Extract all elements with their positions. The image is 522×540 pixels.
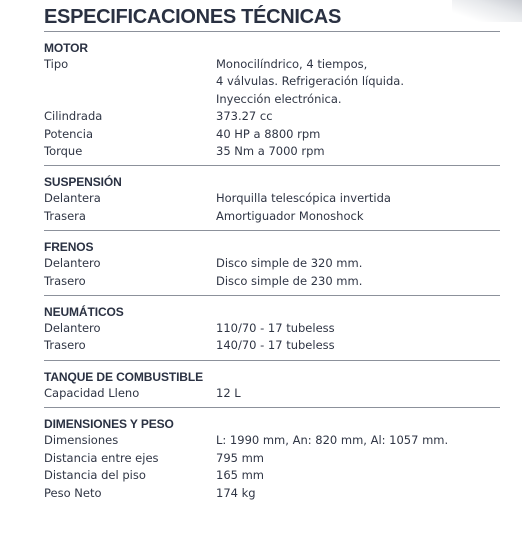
spec-sections [44,32,500,507]
spec-value [216,432,500,449]
spec-row [44,385,500,402]
spec-value-line: 795 mm [216,450,265,465]
spec-row [44,337,500,354]
spec-value-line: Horquilla telescópica invertida [216,191,391,206]
spec-value-line: Inyección electrónica. [216,91,342,106]
spec-value [216,255,500,272]
spec-value [216,273,500,290]
spec-label: Dimensiones [44,433,119,448]
spec-value-line: 12 L [216,385,241,400]
spec-row [44,320,500,337]
spec-section [44,32,500,166]
spec-row [44,432,500,449]
spec-label: Tipo [44,57,69,71]
section-title: DIMENSIONES Y PESO [44,417,174,432]
section-title: TANQUE DE COMBUSTIBLE [44,369,204,384]
spec-value [216,320,500,337]
spec-label: Torque [44,144,83,159]
spec-label: Trasero [44,338,86,353]
spec-row [44,273,500,290]
spec-section [44,231,500,296]
spec-label: Cilindrada [44,109,103,124]
spec-value [216,190,500,207]
spec-value-line: 40 HP a 8800 rpm [216,126,321,141]
page-title: ESPECIFICACIONES TÉCNICAS [44,0,500,32]
section-title: SUSPENSIÓN [44,175,122,190]
spec-label: Distancia del piso [44,468,146,483]
section-title: NEUMÁTICOS [44,305,124,320]
spec-label: Distancia entre ejes [44,450,159,465]
spec-value-line: Monocilíndrico, 4 tiempos, [216,57,368,71]
spec-section [44,408,500,507]
spec-value [216,450,500,467]
spec-value-line: 373.27 cc [216,109,273,124]
spec-label: Trasera [44,208,86,223]
spec-value [216,485,500,502]
spec-sheet [44,0,500,507]
spec-label: Potencia [44,126,93,141]
spec-value [216,56,500,108]
spec-row [44,255,500,272]
spec-value-line: 35 Nm a 7000 rpm [216,144,325,159]
spec-row [44,108,500,125]
section-title: FRENOS [44,240,94,255]
spec-value-line: Disco simple de 230 mm. [216,273,363,288]
spec-section [44,361,500,408]
spec-value-line: 4 válvulas. Refrigeración líquida. [216,74,405,89]
spec-value-line: 165 mm [216,468,265,483]
spec-value [216,143,500,160]
section-title: MOTOR [44,41,88,55]
spec-value-line: 110/70 - 17 tubeless [216,321,335,336]
spec-row [44,208,500,225]
spec-row [44,190,500,207]
spec-row [44,126,500,143]
spec-value [216,467,500,484]
spec-label: Capacidad Lleno [44,385,140,400]
spec-value-line: Disco simple de 320 mm. [216,256,363,271]
spec-value-line: 174 kg [216,485,256,500]
spec-section [44,166,500,231]
spec-value-line: Amortiguador Monoshock [216,208,364,223]
spec-label: Trasero [44,273,86,288]
spec-value [216,208,500,225]
spec-section [44,296,500,361]
spec-value [216,385,500,402]
spec-label: Delantera [44,191,101,206]
spec-label: Peso Neto [44,485,102,500]
spec-label: Delantero [44,321,101,336]
spec-value-line: 140/70 - 17 tubeless [216,338,335,353]
spec-row [44,450,500,467]
spec-row [44,143,500,160]
spec-value [216,126,500,143]
spec-row [44,485,500,502]
spec-row [44,56,500,108]
spec-row [44,467,500,484]
spec-value-line: L: 1990 mm, An: 820 mm, Al: 1057 mm. [216,433,449,448]
spec-label: Delantero [44,256,101,271]
spec-value [216,108,500,125]
spec-value [216,337,500,354]
